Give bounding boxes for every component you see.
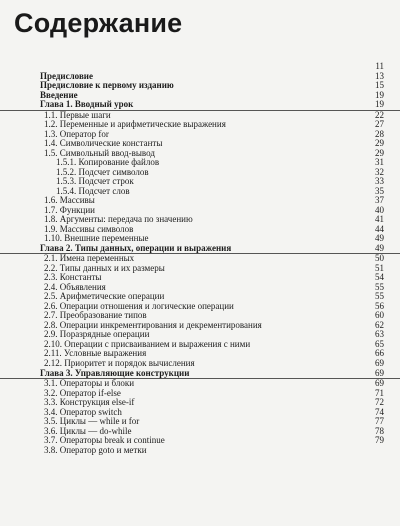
toc-entry-title: Предисловие	[40, 70, 93, 81]
toc-entry-title: 2.5. Арифметические операции	[44, 291, 165, 302]
toc-entry-page-number: 44	[375, 223, 384, 234]
toc-entry-title: 2.3. Константы	[44, 272, 102, 283]
toc-entry-title: 3.8. Оператор goto и метки	[44, 444, 147, 455]
toc-entry-title: Глава 2. Типы данных, операции и выражения	[40, 242, 232, 253]
toc-entry-page-number: 29	[375, 147, 384, 158]
toc-entry	[0, 446, 400, 456]
toc-entry-page-number: 37	[375, 195, 384, 206]
toc-entry-title: 2.4. Объявления	[44, 281, 106, 292]
page-title: Содержание	[14, 8, 183, 38]
table-of-contents	[0, 62, 400, 455]
toc-entry-page-number: 51	[375, 262, 384, 273]
toc-entry-page-number: 13	[375, 70, 384, 81]
toc-entry-title: 1.5.2. Подсчет символов	[56, 166, 149, 177]
toc-entry-page-number: 71	[375, 387, 384, 398]
toc-entry-page-number: 63	[375, 329, 384, 340]
toc-entry-title: 3.7. Операторы break и continue	[44, 435, 165, 446]
toc-entry-page-number: 54	[375, 272, 384, 283]
toc-entry-page-number: 65	[375, 338, 384, 349]
toc-entry-title: 3.3. Конструкция else-if	[44, 397, 135, 408]
toc-entry-title: 2.12. Приоритет и порядок вычисления	[44, 357, 195, 368]
toc-entry-page-number: 66	[375, 348, 384, 359]
toc-entry-page-number: 55	[375, 281, 384, 292]
toc-entry-title: 1.5.3. Подсчет строк	[56, 176, 134, 187]
toc-entry-title: 1.7. Функции	[44, 204, 95, 215]
toc-entry-title: 3.1. Операторы и блоки	[44, 378, 135, 389]
toc-entry-title: Глава 3. Управляющие конструкции	[40, 367, 190, 378]
toc-entry-title: 1.5.1. Копирование файлов	[56, 157, 160, 168]
toc-entry-page-number: 31	[375, 157, 384, 168]
toc-entry-title: 3.2. Оператор if-else	[44, 387, 121, 398]
toc-entry-page-number: 72	[375, 397, 384, 408]
toc-entry-title: 1.8. Аргументы: передача по значению	[44, 214, 193, 225]
toc-entry-page-number: 49	[375, 233, 384, 244]
toc-entry-page-number: 74	[375, 406, 384, 417]
toc-entry-page-number: 29	[375, 138, 384, 149]
toc-entry-page-number: 60	[375, 310, 384, 321]
toc-entry-title: Предисловие к первому изданию	[40, 80, 174, 91]
toc-entry-title: 3.4. Оператор switch	[44, 406, 122, 417]
toc-entry	[0, 100, 400, 111]
toc-entry-title: 1.6. Массивы	[44, 195, 95, 206]
toc-entry-title: 1.3. Оператор for	[44, 128, 109, 139]
toc-entry-page-number: 78	[375, 425, 384, 436]
toc-entry-title: 2.11. Условные выражения	[44, 348, 147, 359]
toc-entry-title: Введение	[40, 89, 78, 100]
toc-entry-title: Глава 1. Вводный урок	[40, 99, 134, 110]
toc-entry-page-number: 15	[375, 80, 384, 91]
toc-entry-page-number: 11	[375, 61, 384, 71]
toc-entry-page-number: 69	[375, 357, 384, 368]
toc-entry-title: 2.6. Операции отношения и логические операции	[44, 300, 234, 311]
toc-entry-page-number: 28	[375, 128, 384, 139]
toc-entry-title: 3.6. Циклы — do-while	[44, 425, 132, 436]
toc-entry-page-number: 49	[375, 242, 384, 253]
toc-entry-page-number: 19	[375, 99, 384, 110]
toc-entry-title: 1.10. Внешние переменные	[44, 233, 149, 244]
toc-entry-title: 1.5. Символьный ввод-вывод	[44, 147, 155, 158]
toc-entry-page-number: 55	[375, 291, 384, 302]
toc-entry-page-number: 79	[375, 435, 384, 446]
toc-entry-page-number: 33	[375, 176, 384, 187]
toc-entry-page-number: 32	[375, 166, 384, 177]
toc-entry-title: 1.1. Первые шаги	[44, 109, 111, 120]
toc-entry-title: 1.2. Переменные и арифметические выражения	[44, 119, 226, 130]
toc-entry-title: 2.7. Преобразование типов	[44, 310, 147, 321]
toc-entry-title: 3.5. Циклы — while и for	[44, 416, 140, 427]
toc-entry-title: 2.9. Поразрядные операции	[44, 329, 150, 340]
toc-entry-page-number: 27	[375, 119, 384, 130]
toc-entry-page-number: 40	[375, 204, 384, 215]
toc-entry-page-number: 77	[375, 416, 384, 427]
toc-entry-page-number: 50	[375, 253, 384, 264]
toc-entry-page-number: 69	[375, 378, 384, 389]
toc-entry-title: 1.9. Массивы символов	[44, 223, 134, 234]
toc-entry-title: 1.4. Символические константы	[44, 138, 163, 149]
toc-entry-page-number: 19	[375, 89, 384, 100]
toc-entry-title: 2.1. Имена переменных	[44, 253, 135, 264]
toc-entry-page-number: 41	[375, 214, 384, 225]
toc-entry-page-number: 35	[375, 185, 384, 196]
toc-entry-page-number: 56	[375, 300, 384, 311]
toc-entry-page-number: 69	[375, 367, 384, 378]
toc-entry-title: 2.2. Типы данных и их размеры	[44, 262, 165, 273]
toc-entry-page-number: 22	[375, 109, 384, 120]
toc-entry-title: 2.8. Операции инкрементирования и декрементирования	[44, 319, 262, 330]
toc-entry-page-number: 62	[375, 319, 384, 330]
toc-entry-title: 2.10. Операции с присваиванием и выражения с ними	[44, 338, 251, 349]
toc-entry-title: 1.5.4. Подсчет слов	[56, 185, 130, 196]
